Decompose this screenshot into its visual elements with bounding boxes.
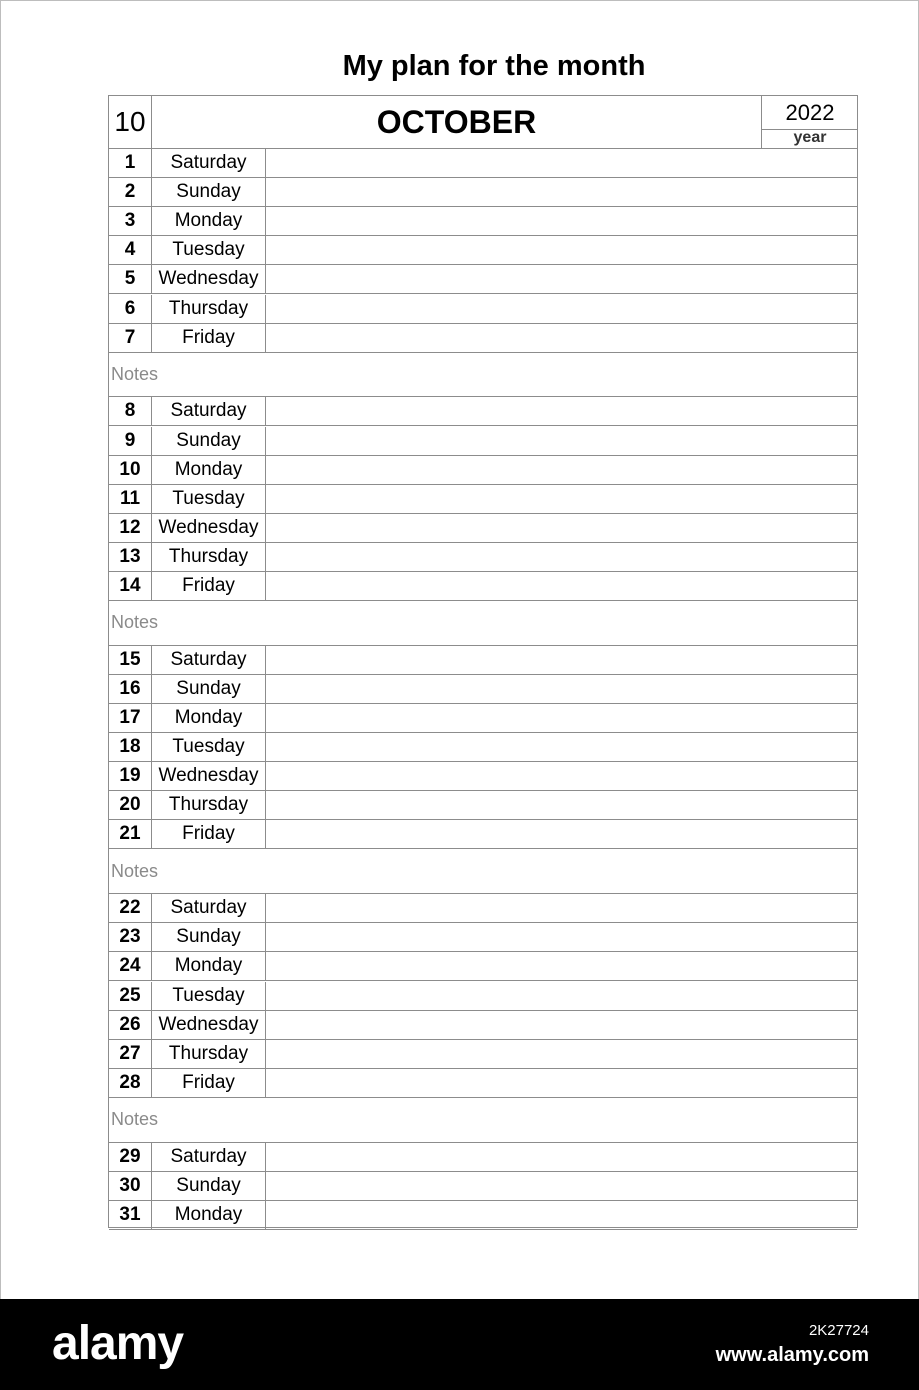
weekday-name: Saturday	[152, 397, 266, 425]
day-row	[109, 572, 857, 601]
day-row	[109, 646, 857, 675]
plan-entry-space	[266, 1172, 857, 1200]
day-row	[109, 675, 857, 704]
weekday-name: Sunday	[152, 923, 266, 951]
day-row	[109, 1172, 857, 1201]
plan-entry-space	[266, 178, 857, 206]
weekday-name: Saturday	[152, 1143, 266, 1171]
weekday-name: Friday	[152, 1069, 266, 1097]
notes-row	[109, 601, 857, 646]
day-number: 18	[109, 733, 152, 761]
weekday-name: Saturday	[152, 149, 266, 177]
weekday-name: Wednesday	[152, 1011, 266, 1039]
plan-entry-space	[266, 324, 857, 352]
day-number: 9	[109, 427, 152, 455]
plan-entry-space	[266, 733, 857, 761]
weekday-name: Monday	[152, 952, 266, 980]
year-value: 2022	[762, 96, 858, 130]
day-number: 10	[109, 456, 152, 484]
plan-entry-space	[266, 207, 857, 235]
weekday-name: Tuesday	[152, 236, 266, 264]
day-number: 8	[109, 397, 152, 425]
day-row	[109, 178, 857, 207]
day-row	[109, 456, 857, 485]
plan-entry-space	[266, 572, 857, 600]
day-row	[109, 324, 857, 353]
weekday-name: Friday	[152, 820, 266, 848]
day-number: 4	[109, 236, 152, 264]
plan-entry-space	[266, 1011, 857, 1039]
weekday-name: Wednesday	[152, 265, 266, 293]
plan-entry-space	[266, 952, 857, 980]
day-row	[109, 1143, 857, 1172]
day-number: 19	[109, 762, 152, 790]
plan-entry-space	[266, 1143, 857, 1171]
plan-entry-space	[266, 762, 857, 790]
weekday-name: Wednesday	[152, 514, 266, 542]
watermark-image-id: 2K27724	[808, 1322, 869, 1339]
notes-label: Notes	[111, 364, 159, 385]
day-number: 21	[109, 820, 152, 848]
page-title: My plan for the month	[342, 50, 646, 82]
plan-entry-space	[266, 646, 857, 674]
year-label: year	[793, 129, 827, 146]
day-number: 3	[109, 207, 152, 235]
day-number: 22	[109, 894, 152, 922]
month-number: 10	[109, 96, 152, 148]
day-number: 11	[109, 485, 152, 513]
day-row	[109, 265, 857, 294]
day-number: 23	[109, 923, 152, 951]
plan-entry-space	[266, 894, 857, 922]
day-row	[109, 704, 857, 733]
weekday-name: Sunday	[152, 1172, 266, 1200]
weekday-name: Monday	[152, 456, 266, 484]
plan-entry-space	[266, 820, 857, 848]
plan-entry-space	[266, 456, 857, 484]
day-number: 26	[109, 1011, 152, 1039]
day-row	[109, 236, 857, 265]
day-row	[109, 1069, 857, 1098]
plan-entry-space	[266, 543, 857, 571]
weekday-name: Monday	[152, 1201, 266, 1229]
weekday-name: Tuesday	[152, 485, 266, 513]
weekday-name: Friday	[152, 572, 266, 600]
month-planner-table	[108, 95, 858, 1228]
day-row	[109, 485, 857, 514]
plan-entry-space	[266, 149, 857, 177]
watermark-logo: alamy	[52, 1317, 184, 1370]
day-number: 17	[109, 704, 152, 732]
plan-entry-space	[266, 427, 857, 455]
header-row	[109, 96, 857, 149]
weekday-name: Monday	[152, 704, 266, 732]
day-row	[109, 923, 857, 952]
weekday-name: Thursday	[152, 295, 266, 323]
weekday-name: Sunday	[152, 178, 266, 206]
day-number: 6	[109, 295, 152, 323]
plan-entry-space	[266, 923, 857, 951]
month-name: OCTOBER	[376, 103, 537, 140]
weekday-name: Wednesday	[152, 762, 266, 790]
plan-entry-space	[266, 265, 857, 293]
plan-entry-space	[266, 704, 857, 732]
plan-entry-space	[266, 514, 857, 542]
weekday-name: Thursday	[152, 1040, 266, 1068]
day-row	[109, 543, 857, 572]
day-number: 24	[109, 952, 152, 980]
day-row	[109, 295, 857, 324]
plan-entry-space	[266, 236, 857, 264]
day-row	[109, 207, 857, 236]
notes-row	[109, 850, 857, 895]
plan-entry-space	[266, 485, 857, 513]
day-number: 31	[109, 1201, 152, 1229]
weekday-name: Saturday	[152, 894, 266, 922]
plan-entry-space	[266, 982, 857, 1010]
day-number: 25	[109, 982, 152, 1010]
plan-entry-space	[266, 397, 857, 425]
notes-row	[109, 353, 857, 398]
day-row	[109, 733, 857, 762]
weekday-name: Thursday	[152, 791, 266, 819]
day-number: 20	[109, 791, 152, 819]
day-number: 28	[109, 1069, 152, 1097]
plan-entry-space	[266, 1040, 857, 1068]
weekday-name: Sunday	[152, 675, 266, 703]
day-row	[109, 427, 857, 456]
day-number: 5	[109, 265, 152, 293]
day-row	[109, 982, 857, 1011]
weekday-name: Saturday	[152, 646, 266, 674]
weekday-name: Thursday	[152, 543, 266, 571]
weekday-name: Sunday	[152, 427, 266, 455]
notes-label: Notes	[111, 1109, 159, 1130]
plan-entry-space	[266, 295, 857, 323]
day-number: 2	[109, 178, 152, 206]
day-number: 7	[109, 324, 152, 352]
day-row	[109, 1201, 857, 1230]
day-row	[109, 514, 857, 543]
plan-entry-space	[266, 1069, 857, 1097]
day-row	[109, 820, 857, 849]
weekday-name: Tuesday	[152, 733, 266, 761]
weekday-name: Monday	[152, 207, 266, 235]
day-number: 29	[109, 1143, 152, 1171]
day-number: 27	[109, 1040, 152, 1068]
watermark-site: www.alamy.com	[715, 1344, 869, 1366]
day-number: 12	[109, 514, 152, 542]
weekday-name: Friday	[152, 324, 266, 352]
day-number: 30	[109, 1172, 152, 1200]
day-row	[109, 397, 857, 426]
year-box	[761, 96, 857, 148]
day-number: 16	[109, 675, 152, 703]
day-row	[109, 894, 857, 923]
day-number: 15	[109, 646, 152, 674]
notes-label: Notes	[111, 860, 159, 881]
plan-entry-space	[266, 791, 857, 819]
day-row	[109, 1011, 857, 1040]
day-number: 14	[109, 572, 152, 600]
notes-row	[109, 1098, 857, 1143]
day-row	[109, 149, 857, 178]
day-number: 1	[109, 149, 152, 177]
day-number: 13	[109, 543, 152, 571]
day-row	[109, 762, 857, 791]
day-row	[109, 1040, 857, 1069]
notes-label: Notes	[111, 612, 159, 633]
plan-entry-space	[266, 675, 857, 703]
plan-entry-space	[266, 1201, 857, 1229]
weekday-name: Tuesday	[152, 982, 266, 1010]
day-row	[109, 952, 857, 981]
day-row	[109, 791, 857, 820]
